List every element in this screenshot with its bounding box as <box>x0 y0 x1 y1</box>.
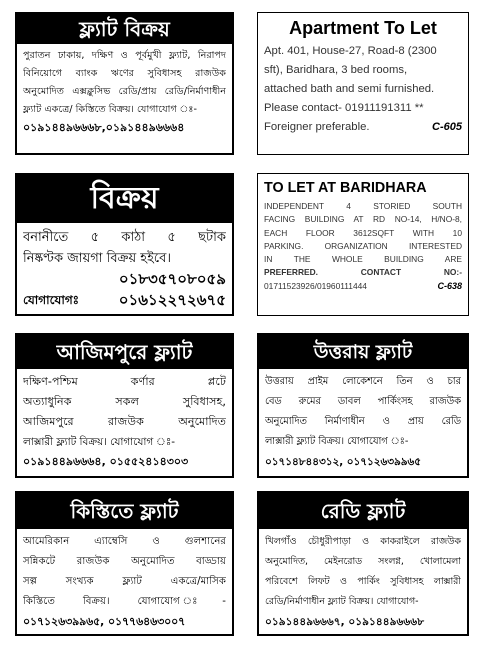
ad-title: আজিমপুরে ফ্ল্যাট <box>17 335 232 369</box>
ad-line: PARKING. ORGANIZATION INTERESTED <box>264 240 462 251</box>
ad-line: EACH FLOOR 3612SQFT WITH 10 <box>264 227 462 238</box>
ad-line: IN THE WHOLE BUILDING ARE <box>264 254 462 265</box>
ad-line: রেডি/নির্মাণাধীন ফ্ল্যাট বিক্রয়। যোগাযোগ- <box>265 596 419 607</box>
ad-land-sale-banani <box>15 173 234 316</box>
ad-body <box>258 200 468 293</box>
ad-line: Please contact- 01911191311 ** <box>264 102 424 114</box>
ad-body <box>17 44 232 139</box>
ad-line: লাক্সারী ফ্ল্যাট বিক্রয়। যোগাযোগ ঃ- <box>23 436 176 448</box>
ad-line: attached bath and semi furnished. <box>264 83 435 95</box>
ad-line: Foreigner preferable. <box>264 121 370 133</box>
ad-line: কিস্তিতে বিক্রয়। যোগাযোগ ঃ- <box>23 596 226 607</box>
ad-line: sft), Baridhara, 3 bed rooms, <box>264 64 408 76</box>
ad-apartment-to-let <box>257 12 469 155</box>
ad-body <box>259 369 467 474</box>
ad-line: অনুমোদিত এক্সক্লুসিভ রেডি/প্রায় রেডি/নির্মাণাধীন <box>23 86 226 97</box>
ad-phones: ০১৭১২৬৩৯৯৬৫, ০১৭৭৬৪৬৩০০৭ <box>23 615 186 628</box>
ad-line: লাক্সারী ফ্ল্যাট বিক্রয়। যোগাযোগ ঃ- <box>265 436 409 447</box>
ad-line: নিষ্কণ্টক জায়গা বিক্রয় হইবে। <box>23 251 171 266</box>
ad-title: রেডি ফ্ল্যাট <box>259 493 467 529</box>
ad-line: দক্ষিণ-পশ্চিম কর্ণার প্লটে <box>23 375 226 388</box>
ad-contact-row <box>23 290 226 311</box>
ad-footer <box>264 118 462 137</box>
ad-phone: ০১৬১২২৭২৬৭৫ <box>118 291 226 309</box>
ad-line: অনুমোদিত, মেইনরোড সংলগ্ন, খোলামেলা <box>265 556 461 567</box>
ad-phones: ০১৯১৪৪৯৬৬৬৮,০১৯১৪৪৯৬৬৬৪ <box>23 121 185 134</box>
ad-line: বিনিয়োগে ব্যাংক ঋণের সুবিধাসহ রাজউক <box>23 68 226 79</box>
ad-line: সন্নিকটে রাজউক অনুমোদিত বাড্ডায় <box>23 556 226 567</box>
ad-code: C-605 <box>432 121 462 133</box>
ad-body <box>17 223 232 313</box>
ad-body <box>17 369 232 474</box>
ad-title: ফ্ল্যাট বিক্রয় <box>17 14 232 44</box>
ad-line: FACING BUILDING AT RD NO-14, H/NO-8, <box>264 214 462 225</box>
ad-line: অনুমোদিত নির্মাণাধীন ও প্রায় রেডি <box>265 416 461 427</box>
ad-title: Apartment To Let <box>289 18 437 38</box>
ad-line: অত্যাধুনিক সকল সুবিধাসহ, <box>23 395 226 408</box>
ad-title: কিস্তিতে ফ্ল্যাট <box>17 493 232 529</box>
ad-line: PREFERRED. CONTACT NO:- <box>264 267 462 278</box>
ad-phones: ০১৯১৪৪৯৬৬৬৪, ০১৫৫২৪১৪৩০৩ <box>23 455 189 468</box>
ad-footer <box>264 280 462 293</box>
ad-title: TO LET AT BARIDHARA <box>264 180 427 196</box>
ad-phone: ০১৮৩৫৭০৮০৫৯ <box>118 270 226 288</box>
ad-line: ফ্ল্যাট একত্রে/ কিস্তিতে বিক্রয়। যোগাযোগ ঃ- <box>23 104 197 115</box>
ad-body <box>258 40 468 139</box>
ad-line: বেড রুমের ডাবল পার্কিংসহ রাজউক <box>265 396 461 407</box>
ad-body <box>259 529 467 634</box>
ad-body <box>17 529 232 634</box>
ad-flat-azimpur <box>15 333 234 478</box>
ad-phones: ০১৯১৪৪৯৬৬৬৭, ০১৯১৪৪৯৬৬৬৮ <box>265 616 425 628</box>
ad-contact-label: যোগাযোগঃ <box>23 293 80 307</box>
ad-line: বনানীতে ৫ কাঠা ৫ ছটাক <box>23 230 226 245</box>
ad-line: Apt. 401, House-27, Road-8 (2300 <box>264 45 437 57</box>
ad-ready-flat <box>257 491 469 636</box>
ad-line: উত্তরায় প্রাইম লোকেশনে তিন ও চার <box>265 376 461 387</box>
ad-line: আজিমপুরে রাজউক অনুমোদিত <box>23 415 226 428</box>
ad-flat-installment <box>15 491 234 636</box>
ad-line: INDEPENDENT 4 STORIED SOUTH <box>264 201 462 211</box>
ad-line: খিলগাঁও চৌধুরীপাড়া ও কাকরাইলে রাজউক <box>265 536 461 547</box>
ad-line: সল্প সংখ্যক ফ্ল্যাট একত্রে/মাসিক <box>23 576 226 587</box>
ad-phones: ০১৭১৪৮৪৪৩১২, ০১৭১২৬৩৯৯৬৫ <box>265 456 422 468</box>
ad-to-let-baridhara <box>257 173 469 316</box>
ad-code: C-638 <box>437 280 462 291</box>
ad-line: 01711523926/01960111444 <box>264 280 367 291</box>
ad-title: উত্তরায় ফ্ল্যাট <box>259 335 467 369</box>
ad-line: আমেরিকান এ্যাম্বেসি ও গুলশানের <box>23 536 226 547</box>
ad-contact-row <box>23 269 226 290</box>
ad-title: বিক্রয় <box>17 175 232 223</box>
ad-flat-sale-old-dhaka <box>15 12 234 155</box>
ad-line: পুরাতন ঢাকায়, দক্ষিণ ও পূর্বমুখী ফ্ল্যাট, নিরাপদ <box>23 50 226 61</box>
ad-line: পরিবেশে লিফট ও পার্কিং সুবিধাসহ লাক্সারী <box>265 576 461 587</box>
ad-flat-uttara <box>257 333 469 478</box>
